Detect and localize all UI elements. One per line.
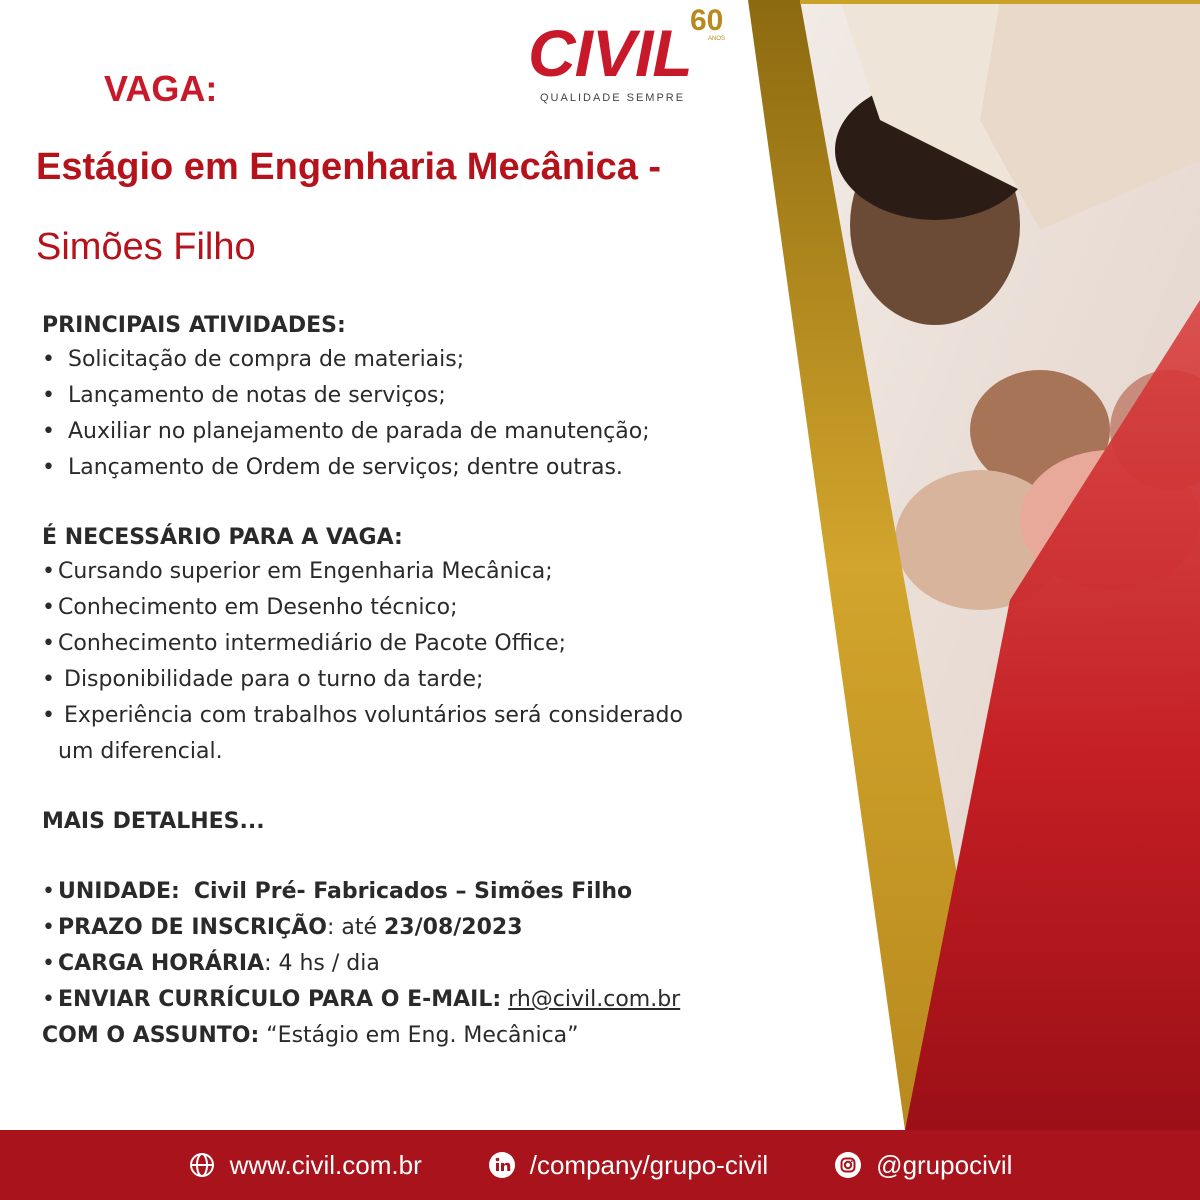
requirement-item: • Cursando superior em Engenharia Mecânica; <box>42 559 553 584</box>
detail-subject: COM O ASSUNTO: “Estágio em Eng. Mecânica” <box>42 1023 579 1048</box>
requirement-item: • Conhecimento intermediário de Pacote Office; <box>42 631 567 656</box>
activity-item: • Lançamento de notas de serviços; <box>42 383 446 408</box>
linkedin-text: /company/grupo-civil <box>529 1149 769 1180</box>
requirement-item-continuation: um diferencial. <box>58 739 223 764</box>
logo-years: 60 <box>690 4 724 37</box>
requirement-item: • Conhecimento em Desenho técnico; <box>42 595 458 620</box>
requirements-heading: É NECESSÁRIO PARA A VAGA: <box>42 525 403 550</box>
details-heading: MAIS DETALHES... <box>42 809 265 834</box>
globe-icon <box>188 1151 216 1179</box>
civil-logo <box>528 6 740 106</box>
instagram-text: @grupocivil <box>876 1149 1013 1180</box>
instagram-icon <box>834 1151 862 1179</box>
email-link[interactable]: rh@civil.com.br <box>508 987 681 1012</box>
activity-item: • Lançamento de Ordem de serviços; dentre outras. <box>42 455 623 480</box>
activity-item: • Auxiliar no planejamento de parada de manutenção; <box>42 419 650 444</box>
activity-item: • Solicitação de compra de materiais; <box>42 347 465 372</box>
job-description <box>42 310 762 1054</box>
vaga-label: VAGA: <box>104 68 218 109</box>
requirement-item: • Experiência com trabalhos voluntários será considerado <box>42 703 683 728</box>
footer-bar <box>0 1130 1200 1200</box>
detail-email: • ENVIAR CURRÍCULO PARA O E-MAIL: rh@civil.com.br <box>42 987 681 1012</box>
detail-deadline: • PRAZO DE INSCRIÇÃO: até 23/08/2023 <box>42 915 523 940</box>
requirement-item: • Disponibilidade para o turno da tarde; <box>42 667 484 692</box>
footer-website[interactable] <box>188 1150 422 1181</box>
job-title: Estágio em Engenharia Mecânica - <box>36 146 662 188</box>
logo-tagline: QUALIDADE SEMPRE <box>540 92 686 104</box>
logo-wordmark: CIVIL <box>528 16 692 90</box>
footer-instagram[interactable] <box>834 1150 1012 1181</box>
footer-linkedin[interactable] <box>488 1150 768 1181</box>
detail-hours: • CARGA HORÁRIA: 4 hs / dia <box>42 951 380 976</box>
logo-years-sub: ANOS <box>708 36 726 42</box>
website-text: www.civil.com.br <box>229 1149 422 1180</box>
detail-unit: • UNIDADE: Civil Pré- Fabricados – Simões Filho <box>42 879 633 904</box>
job-location: Simões Filho <box>36 226 256 268</box>
activities-heading: PRINCIPAIS ATIVIDADES: <box>42 313 346 338</box>
linkedin-icon <box>488 1151 516 1179</box>
